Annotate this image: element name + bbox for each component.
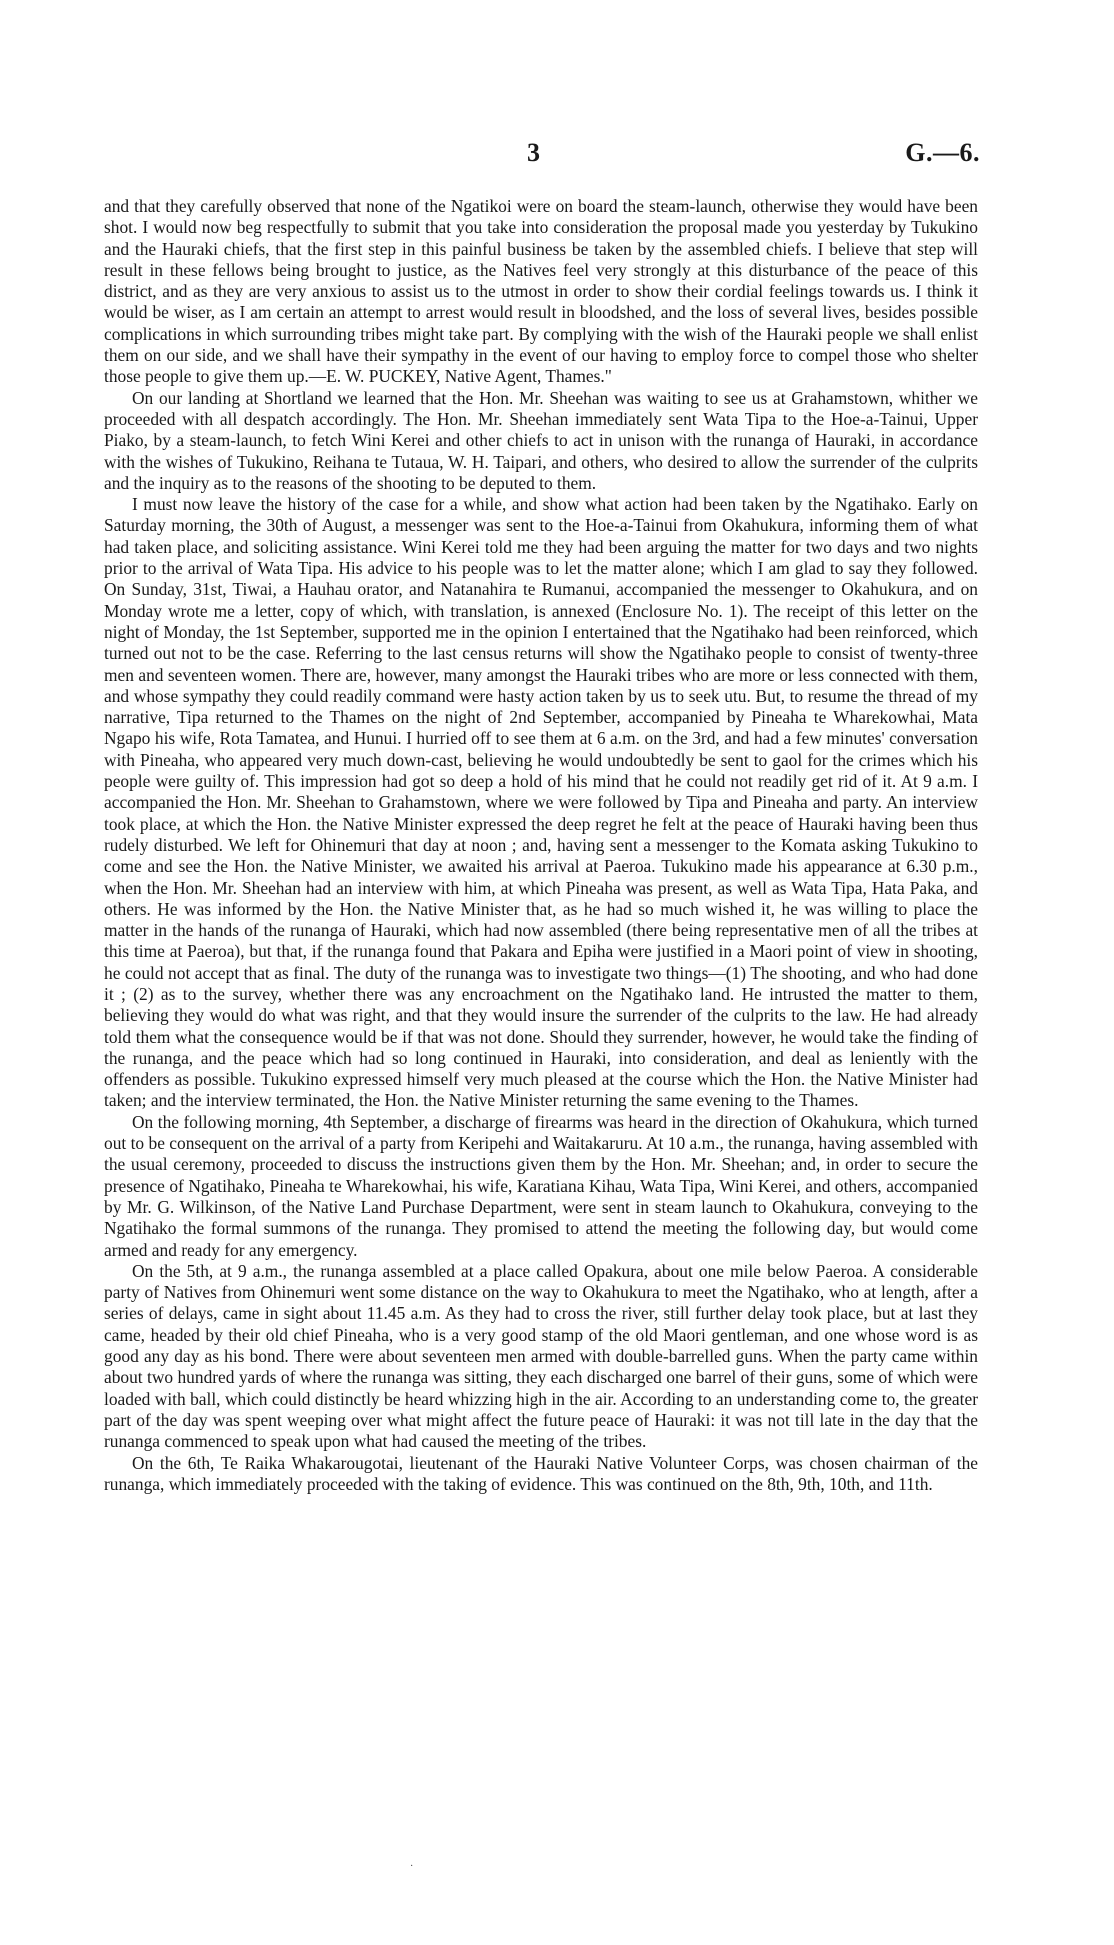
paragraph: On the following morning, 4th September, a discharge of firearms was heard in the direction of Okahukura, which turned out to be consequent on the arrival of a party from Keripehi and Waitakaruru. At 10 a.m., the runanga, having assembled with the usual ceremony, proceeded to discuss the instructions given them by the Hon. Mr. Sheehan; and, in order to secure the presence of Ngatihako, Pineaha te Wharekowhai, his wife, Karatiana Kihau, Wata Tipa, Wini Kerei, and others, accompanied by Mr. G. Wilkinson, of the Native Land Purchase Department, were sent in steam launch to Okahukura, conveying to the Ngatihako the formal summons of the runanga. They promised to attend the meeting the following day, but would come armed and ready for any emergency. [104, 1111, 978, 1260]
stray-mark: · [410, 1861, 414, 1872]
paragraph: and that they carefully observed that none of the Ngatikoi were on board the steam-launch, otherwise they would have been shot. I would now beg respectfully to submit that you take into consideration the proposal made you yesterday by Tukukino and the Hauraki chiefs, that the first step in this painful business be taken by the assembled chiefs. I believe that step will result in these fellows being brought to justice, as the Natives feel very strongly at this disturbance of the peace of this district, and as they are very anxious to assist us to the utmost in order to show their cordial feelings towards us. I think it would be wiser, as I am certain an attempt to arrest would result in bloodshed, and the loss of several lives, besides possible complications in which surrounding tribes might take part. By complying with the wish of the Hauraki people we shall enlist them on our side, and we shall have their sympathy in the event of our having to employ force to compel those who shelter those people to give them up.—E. W. PUCKEY, Native Agent, Thames." [104, 196, 978, 387]
paragraph: On the 6th, Te Raika Whakarougotai, lieutenant of the Hauraki Native Volunteer Corps, was chosen chairman of the runanga, which immediately proceeded with the taking of evidence. This was continued on the 8th, 9th, 10th, and 11th. [104, 1452, 978, 1494]
paragraph: On the 5th, at 9 a.m., the runanga assembled at a place called Opakura, about one mile below Paeroa. A considerable party of Natives from Ohinemuri went some distance on the way to Okahukura to meet the Ngatihako, who at length, after a series of delays, came in sight about 11.45 a.m. As they had to cross the river, still further delay took place, but at last they came, headed by their old chief Pineaha, who is a very good stamp of the old Maori gentleman, and one whose word is as good any day as his bond. There were about seventeen men armed with double-barrelled guns. When the party came within about two hundred yards of where the runanga was sitting, they each discharged one barrel of their guns, some of which were loaded with ball, which could distinctly be heard whizzing high in the air. According to an understanding come to, the greater part of the day was spent weeping over what might affect the future peace of Hauraki: it was not till late in the day that the runanga commenced to speak upon what had caused the meeting of the tribes. [104, 1260, 978, 1452]
document-reference: G.—6. [905, 138, 980, 167]
body-text [104, 196, 978, 1495]
paragraph: I must now leave the history of the case for a while, and show what action had been taken by the Ngatihako. Early on Saturday morning, the 30th of August, a messenger was sent to the Hoe-a-Tainui from Okahukura, informing them of what had taken place, and soliciting assistance. Wini Kerei told me they had been arguing the matter for two days and two nights prior to the arrival of Wata Tipa. His advice to his people was to let the matter alone; which I am glad to say they followed. On Sunday, 31st, Tiwai, a Hauhau orator, and Natanahira te Rumanui, accompanied the messenger to Okahukura, and on Monday wrote me a letter, copy of which, with translation, is annexed (Enclosure No. 1). The receipt of this letter on the night of Monday, the 1st September, supported me in the opinion I entertained that the Ngatihako had been reinforced, which turned out not to be the case. Referring to the last census returns will show the Ngatihako people to consist of twenty-three men and seventeen women. There are, however, many amongst the Hauraki tribes who are more or less connected with them, and whose sympathy they could readily command were hasty action taken by us to seek utu. But, to resume the thread of my narrative, Tipa returned to the Thames on the night of 2nd September, accompanied by Pineaha te Wharekowhai, Mata Ngapo his wife, Rota Tamatea, and Hunui. I hurried off to see them at 6 a.m. on the 3rd, and had a few minutes' conversation with Pineaha, who appeared very much down-cast, believing he would undoubtedly be sent to gaol for the crimes which his people were guilty of. This impression had got so deep a hold of his mind that he could not readily get rid of it. At 9 a.m. I accompanied the Hon. Mr. Sheehan to Grahamstown, where we were followed by Tipa and Pineaha and party. An interview took place, at which the Hon. the Native Minister expressed the deep regret he felt at the peace of Hauraki having been thus rudely disturbed. We left for Ohinemuri that day at noon ; and, having sent a messenger to the Komata asking Tukukino to come and see the Hon. the Native Minister, we awaited his arrival at Paeroa. Tukukino made his appearance at 6.30 p.m., when the Hon. Mr. Sheehan had an interview with him, at which Pineaha was present, as well as Wata Tipa, Hata Paka, and others. He was informed by the Hon. the Native Minister that, as he had so much wished it, he was willing to place the matter in the hands of the runanga of Hauraki, which had now assembled (there being representative men of all the tribes at this time at Paeroa), but that, if the runanga found that Pakara and Epiha were justified in a Maori point of view in shooting, he could not accept that as final. The duty of the runanga was to investigate two things—(1) The shooting, and who had done it ; (2) as to the survey, whether there was any encroachment on the Ngatihako land. He intrusted the matter to them, believing they would do what was right, and that they would insure the surrender of the culprits to the law. He had already told them what the consequence would be if that was not done. Should they surrender, however, he would take the finding of the runanga, and the peace which had so long continued in Hauraki, into consideration, and deal as leniently with the offenders as possible. Tukukino expressed himself very much pleased at the course which the Hon. the Native Minister had taken; and the interview terminated, the Hon. the Native Minister returning the same evening to the Thames. [104, 494, 978, 1111]
paragraph: On our landing at Shortland we learned that the Hon. Mr. Sheehan was waiting to see us at Grahamstown, whither we proceeded with all despatch accordingly. The Hon. Mr. Sheehan immediately sent Wata Tipa to the Hoe-a-Tainui, Upper Piako, by a steam-launch, to fetch Wini Kerei and other chiefs to act in unison with the runanga of Hauraki, in accordance with the wishes of Tukukino, Reihana te Tutaua, W. H. Taipari, and others, who desired to allow the surrender of the culprits and the inquiry as to the reasons of the shooting to be deputed to them. [104, 387, 978, 493]
page-number: 3 [527, 138, 540, 167]
